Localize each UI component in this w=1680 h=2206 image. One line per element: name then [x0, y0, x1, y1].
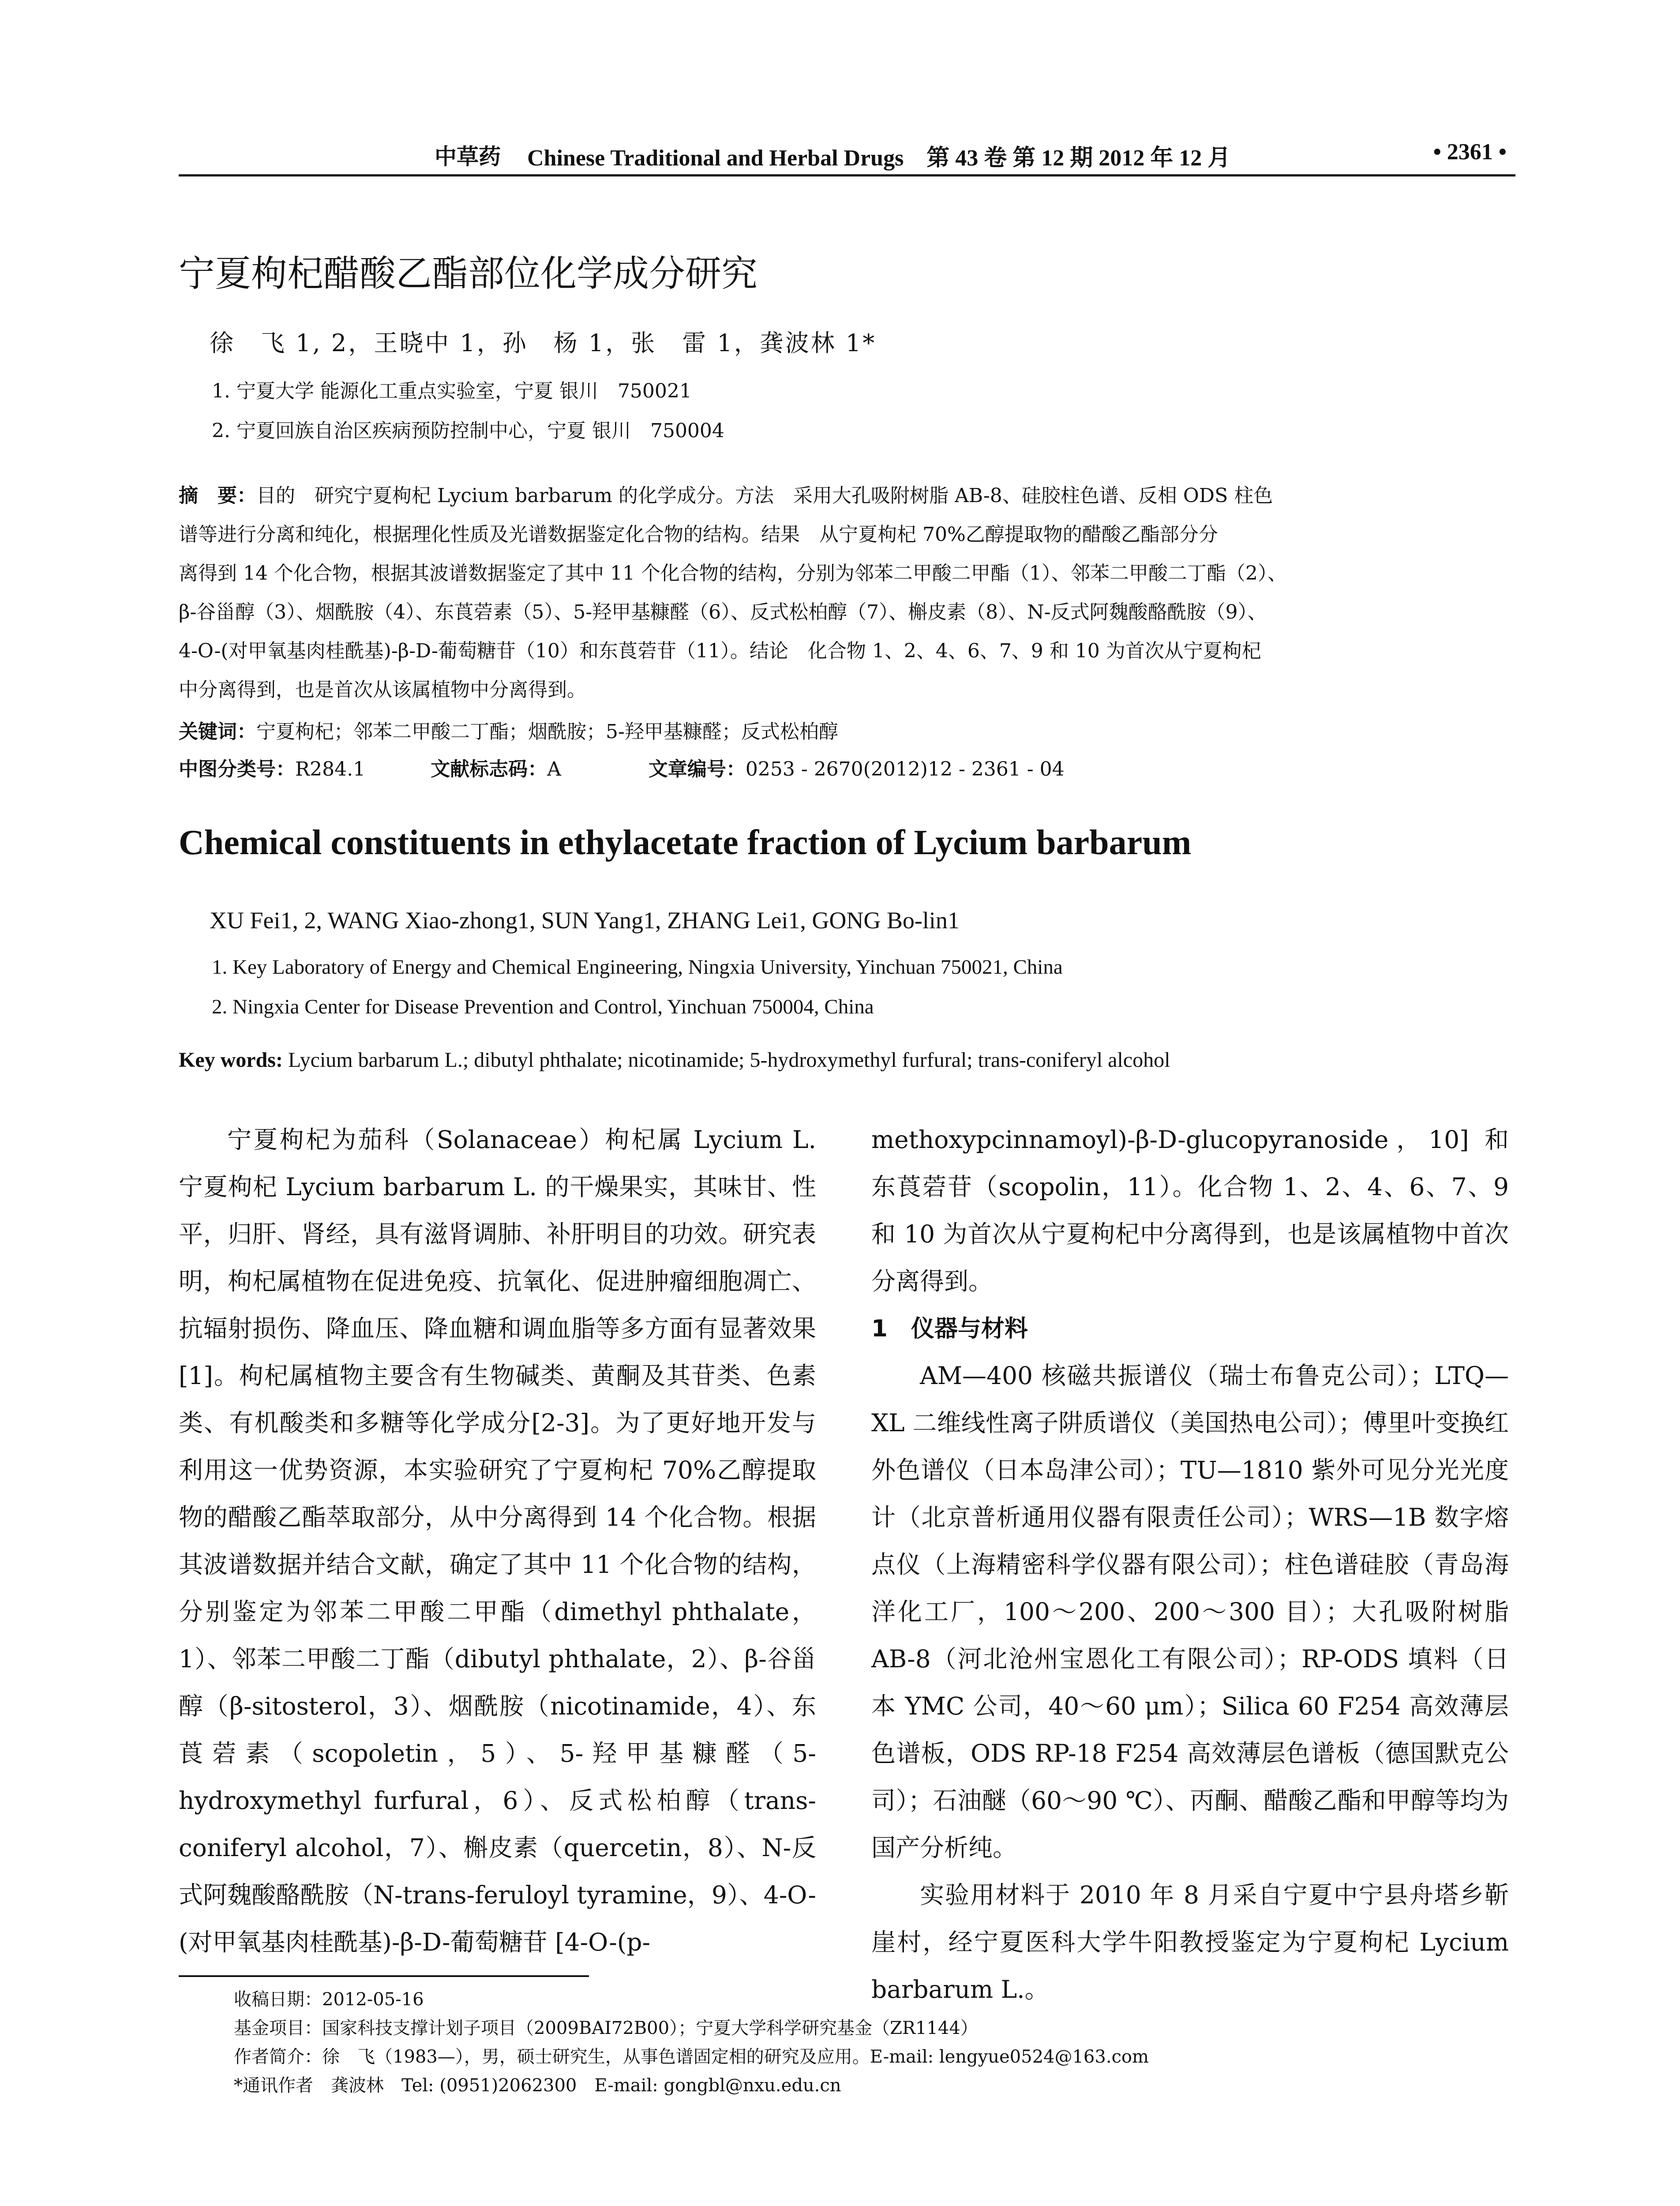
keywords-cn — [179, 713, 1507, 751]
affiliation-en-1: 1. Key Laboratory of Energy and Chemical Engineering, Ningxia University, Yinchuan 750021, China — [212, 956, 1063, 979]
keywords-en — [179, 1048, 1170, 1072]
abstract-line-1: 摘 要：目的 研究宁夏枸杞 Lycium barbarum 的化学成分。方法 采用大孔吸附树脂 AB-8、硅胶柱色谱、反相 ODS 柱色 — [179, 484, 1273, 507]
affiliation-en-2: 2. Ningxia Center for Disease Prevention and Control, Yinchuan 750004, China — [212, 995, 874, 1018]
page-number: • 2361 • — [1433, 139, 1507, 165]
title-en: Chemical constituents in ethylacetate fraction of Lycium barbarum — [179, 823, 1192, 862]
intro-paragraph: 宁夏枸杞为茄科（Solanaceae）枸杞属 Lycium L. 宁夏枸杞 Lycium barbarum L. 的干燥果实，其味甘、性平，归肝、肾经，具有滋肾调肺、补肝明目的功效。研究表明，枸杞属植物在促进免疫、抗氧化、促进肿瘤细胞凋亡、抗辐射损伤、降血压、降血糖和调血脂等多方面有显著效果[1]。枸杞属植物主要含有生物碱类、黄酮及其苷类、色素类、有机酸类和多糖等化学成分[2-3]。为了更好地开发与利用这一优势资源，本实验研究了宁夏枸杞 70%乙醇提取物的醋酸乙酯萃取部分，从中分离得到 14 个化合物。根据其波谱数据并结合文献，确定了其中 11 个化合物的结构，分别鉴定为邻苯二甲酸二甲酯（dimethyl phthalate，1）、邻苯二甲酸二丁酯（dibutyl phthalate，2）、β-谷甾醇（β-sitosterol，3）、烟酰胺（nicotinamide，4）、东莨菪素（scopoletin，5）、5-羟甲基糠醛（5-hydroxymethyl furfural，6）、反式松柏醇（trans-coniferyl alcohol，7）、槲皮素（quercetin，8）、N-反式阿魏酸酪酰胺（N-trans-feruloyl tyramine，9）、4-O-(对甲氧基肉桂酰基)-β-D-葡萄糖苷 [4-O-(p- — [179, 1126, 816, 1956]
body-right-column — [871, 1116, 1509, 2013]
affiliation-cn-2: 2. 宁夏回族自治区疾病预防控制中心，宁夏 银川 750004 — [212, 420, 724, 442]
abstract — [179, 476, 1507, 709]
article-number: 0253 - 2670(2012)12 - 2361 - 04 — [745, 758, 1065, 780]
keywords-cn-text: 宁夏枸杞；邻苯二甲酸二丁酯；烟酰胺；5-羟甲基糠醛；反式松柏醇 — [256, 720, 838, 743]
running-header — [179, 139, 1515, 176]
classification: 中图分类号：R284.1 文献标志码：A 文章编号：0253 - 2670(2012)12 - 2361 - 04 — [179, 758, 1065, 780]
abstract-line-3: 离得到 14 个化合物，根据其波谱数据鉴定了其中 11 个化合物的结构，分别为邻苯二甲酸二甲酯（1）、邻苯二甲酸二丁酯（2）、 — [179, 562, 1287, 585]
clc-number: R284.1 — [295, 758, 366, 780]
journal-name-cn: 中草药 — [435, 143, 501, 169]
footnote-funding: 基金项目：国家科技支撑计划子项目（2009BAI72B00）；宁夏大学科学研究基金（ZR1144） — [234, 2018, 978, 2038]
instruments-paragraph: AM—400 核磁共振谱仪（瑞士布鲁克公司）；LTQ—XL 二维线性离子阱质谱仪（美国热电公司）；傅里叶变换红外色谱仪（日本岛津公司）；TU—1810 紫外可见分光光度计（北京普析通用仪器有限责任公司）；WRS—1B 数字熔点仪（上海精密科学仪器有限公司）；柱色谱硅胶（青岛海洋化工厂，100～200、200～300 目）；大孔吸附树脂 AB-8（河北沧州宝恩化工有限公司）；RP-ODS 填料（日本 YMC 公司，40～60 μm）；Silica 60 F254 高效薄层色谱板，ODS RP-18 F254 高效薄层色谱板（德国默克公司）；石油醚（60～90 ℃）、丙酮、醋酸乙酯和甲醇等均为国产分析纯。 — [871, 1362, 1509, 1862]
affiliation-cn-1: 1. 宁夏大学 能源化工重点实验室，宁夏 银川 750021 — [212, 380, 692, 402]
footnote-author-bio: 作者简介：徐 飞（1983—），男，硕士研究生，从事色谱固定相的研究及应用。E-mail: lengyue0524@163.com — [234, 2047, 1149, 2067]
footnote-received: 收稿日期：2012-05-16 — [234, 1989, 424, 2010]
intro-continuation: methoxypcinnamoyl)-β-D-glucopyranoside，10] 和东莨菪苷（scopolin，11）。化合物 1、2、4、6、7、9 和 10 为首次从宁夏枸杞中分离得到，也是该属植物中首次分离得到。 — [871, 1126, 1509, 1295]
abstract-line-5: 4-O-(对甲氧基肉桂酰基)-β-D-葡萄糖苷（10）和东莨菪苷（11）。结论 化合物 1、2、4、6、7、9 和 10 为首次从宁夏枸杞 — [179, 640, 1261, 662]
title-cn: 宁夏枸杞醋酸乙酯部位化学成分研究 — [179, 253, 758, 295]
keywords-en-label: Key words: — [179, 1048, 283, 1072]
abstract-label: 摘 要： — [179, 484, 256, 507]
section-heading-materials: 1 仪器与材料 — [871, 1315, 1028, 1342]
abstract-line-2: 谱等进行分离和纯化，根据理化性质及光谱数据鉴定化合物的结构。结果 从宁夏枸杞 70%乙醇提取物的醋酸乙酯部分分 — [179, 523, 1218, 546]
authors-cn: 徐 飞 1, 2，王晓中 1，孙 杨 1，张 雷 1，龚波林 1* — [210, 329, 877, 357]
keywords-en-text: Lycium barbarum L.; dibutyl phthalate; nicotinamide; 5-hydroxymethyl furfural; trans-coniferyl alcohol — [288, 1048, 1170, 1072]
body-left-column — [179, 1116, 816, 1966]
footnote-correspondence: *通讯作者 龚波林 Tel: (0951)2062300 E-mail: gongbl@nxu.edu.cn — [234, 2075, 841, 2096]
materials-paragraph: 实验用材料于 2010 年 8 月采自宁夏中宁县舟塔乡靳崖村，经宁夏医科大学牛阳教授鉴定为宁夏枸杞 Lycium barbarum L.。 — [871, 1881, 1509, 2003]
abstract-line-6: 中分离得到，也是首次从该属植物中分离得到。 — [179, 679, 586, 701]
authors-en: XU Fei1, 2, WANG Xiao-zhong1, SUN Yang1, ZHANG Lei1, GONG Bo-lin1 — [210, 907, 960, 934]
document-code: A — [547, 758, 561, 780]
footnote-divider — [179, 1975, 589, 1977]
journal-info: Chinese Traditional and Herbal Drugs 第 43 卷 第 12 期 2012 年 12 月 — [527, 146, 1231, 171]
abstract-line-4: β-谷甾醇（3）、烟酰胺（4）、东莨菪素（5）、5-羟甲基糠醛（6）、反式松柏醇（7）、槲皮素（8）、N-反式阿魏酸酪酰胺（9）、 — [179, 601, 1267, 623]
keywords-cn-label: 关键词： — [179, 720, 256, 743]
